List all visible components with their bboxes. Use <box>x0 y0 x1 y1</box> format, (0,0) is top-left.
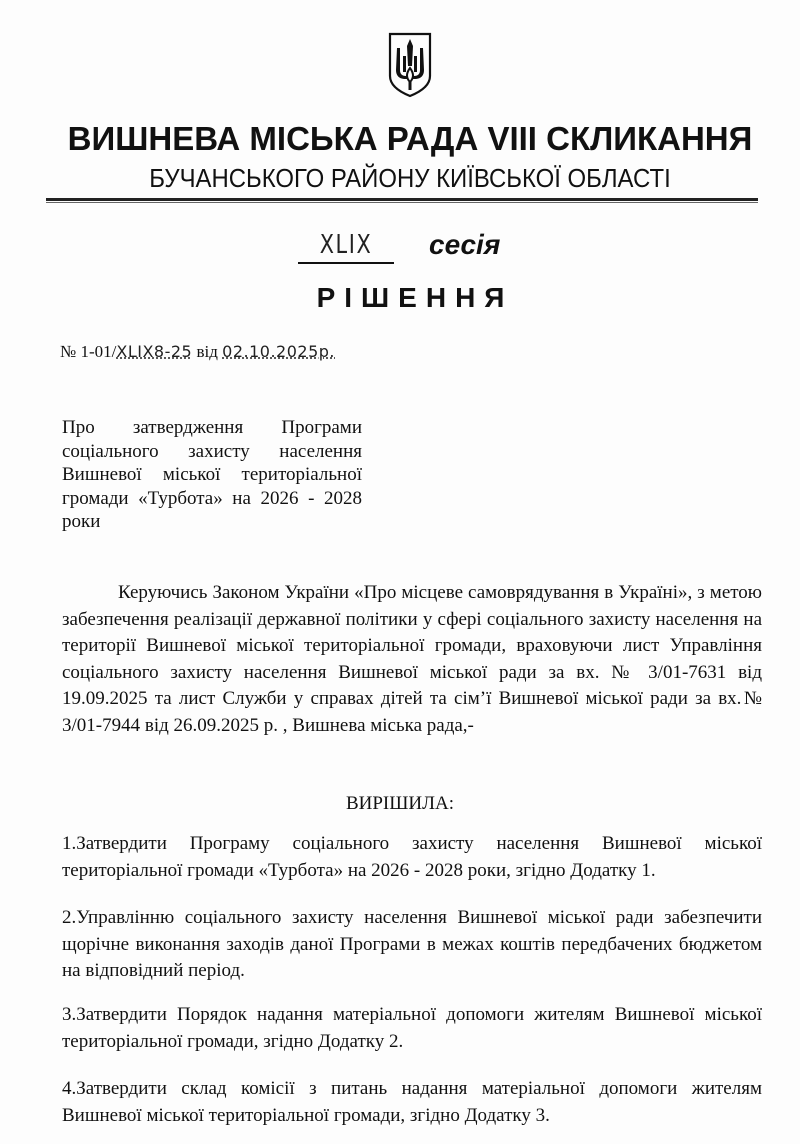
council-subtitle: БУЧАНСЬКОГО РАЙОНУ КИЇВСЬКОЇ ОБЛАСТІ <box>149 163 671 193</box>
council-title: ВИШНЕВА МІСЬКА РАДА VIII СКЛИКАННЯ <box>67 120 753 157</box>
decision-item: 3.Затвердити Порядок надання матеріальної допомоги жителям Вишневої міської територіальної громади, згідно Додатку 2. <box>62 1004 762 1052</box>
resolution-number-prefix: № 1-01/ <box>60 342 117 361</box>
header-divider-thin <box>46 202 758 203</box>
decision-item: 2.Управлінню соціального захисту населення Вишневої міської ради забезпечити щорічне виконання заходів даної Програми в межах коштів передбачених бюджетом на відповідний період. <box>62 907 762 981</box>
resolution-title: РІШЕННЯ <box>316 282 514 313</box>
resolution-number-line <box>60 342 335 362</box>
session-number-handwritten: XLIX <box>298 228 394 264</box>
session-label: сесія <box>429 229 501 260</box>
decision-item: 1.Затвердити Програму соціального захисту населення Вишневої міської територіальної громади «Турбота» на 2026 - 2028 роки, згідно Додатку 1. <box>62 833 762 881</box>
resolution-subject: Про затвердження Програми соціального захисту населення Вишневої міської територіальної громади «Турбота» на 2026 - 2028 роки <box>62 417 362 532</box>
preamble-paragraph: Керуючись Законом України «Про місцеве самоврядування в Україні», з метою забезпечення реалізації державної політики у сфері соціального захисту населення на території Вишневої міської територіальної громади, враховуючи лист Управління соціального захисту населення Вишневої міської ради за вх. № 3/01-7631 від 19.09.2025 та лист Служби у справах дітей та сім’ї Вишневої міської ради за вх.№ 3/01-7944 від 26.09.2025 р. , Вишнева міська рада,- <box>62 582 762 736</box>
header-divider <box>46 198 758 201</box>
decided-heading: ВИРІШИЛА: <box>345 793 455 814</box>
trident-coat-of-arms-icon <box>386 30 434 98</box>
resolution-date-handwritten: 02.10.2025р. <box>222 342 335 361</box>
resolution-number-handwritten: XLIX8-25 <box>116 342 193 361</box>
resolution-date-prefix: від <box>196 342 218 361</box>
decision-item: 4.Затвердити склад комісії з питань надання матеріальної допомоги жителям Вишневої міської територіальної громади, згідно Додатку 3. <box>62 1078 762 1126</box>
